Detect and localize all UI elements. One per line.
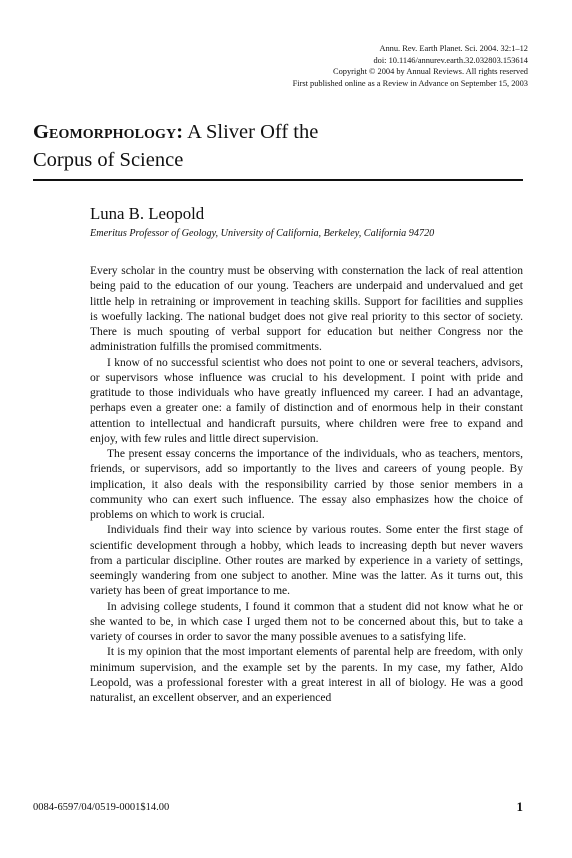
article-body	[90, 264, 523, 706]
author-name: Luna B. Leopold	[90, 204, 205, 223]
page-number: 1	[516, 799, 523, 814]
article-title	[33, 118, 523, 174]
doi-line: doi: 10.1146/annurev.earth.32.032803.153614	[373, 55, 528, 65]
title-line-2: Corpus of Science	[33, 149, 184, 171]
body-paragraph: It is my opinion that the most important elements of parental help are freedom, with only minimum supervision, and the example set by the parents. In my case, my father, Aldo Leopold, was a professional forester with a great interest in all of biology. He was a good naturalist, an excellent observer, and an experienced	[90, 646, 523, 704]
body-paragraph: Every scholar in the country must be observing with consternation the lack of real attention being paid to the education of our young. Teachers are underpaid and undervalued and get little help in retraining or improvement in teaching skills. Support for facilities and supplies is woefully lacking. The national budget does not give real priority to this sector of society. There is much spouting of verbal support for education but neither Congress nor the administration fulfills the promised commitments.	[90, 265, 523, 354]
journal-citation: Annu. Rev. Earth Planet. Sci. 2004. 32:1–12	[379, 44, 528, 53]
running-header	[88, 43, 528, 89]
copyright-line: Copyright © 2004 by Annual Reviews. All rights reserved	[332, 67, 528, 77]
title-rest: A Sliver Off the	[183, 121, 319, 143]
body-paragraph: I know of no successful scientist who does not point to one or several teachers, advisors, or supervisors whose influence was crucial to his development. I point with pride and gratitude to those individuals who have greatly influenced my career. I had an advantage, perhaps even a greater one: a family of distinction and of enormous help in their constant attention to intellectual and handicraft pursuits, where children were free to expand and enjoy, with few rules and little direct supervision.	[90, 356, 523, 445]
title-lead: Geomorphology:	[33, 121, 184, 143]
published-line: First published online as a Review in Advance on September 15, 2003	[292, 78, 528, 88]
price-code: 0084-6597/04/0519-0001$14.00	[33, 802, 170, 813]
body-paragraph: The present essay concerns the importance of the individuals, who as teachers, mentors, friends, or supervisors, add so importantly to the lives and careers of young people. By implication, it also deals with the responsibility carried by those senior members in a community who can exert such influence. The essay also emphasizes how the choice of problems on which to work is crucial.	[90, 448, 523, 521]
body-paragraph: Individuals find their way into science by various routes. Some enter the first stage of scientific development through a hobby, which leads to increasing depth but never wavers from a particular discipline. Other routes are marked by experience in a variety of settings, seemingly wandering from one subject to another. Mine was the latter. As it turns out, this variety has been of great importance to me.	[90, 524, 523, 598]
title-rule	[33, 179, 523, 181]
author-affiliation: Emeritus Professor of Geology, University of California, Berkeley, California 94720	[90, 228, 435, 239]
body-paragraph: In advising college students, I found it common that a student did not know what he or she wanted to be, in which case I urged them not to be concerned about this, but to take a variety of courses in order to savor the many possible avenues to a satisfying life.	[90, 600, 523, 643]
